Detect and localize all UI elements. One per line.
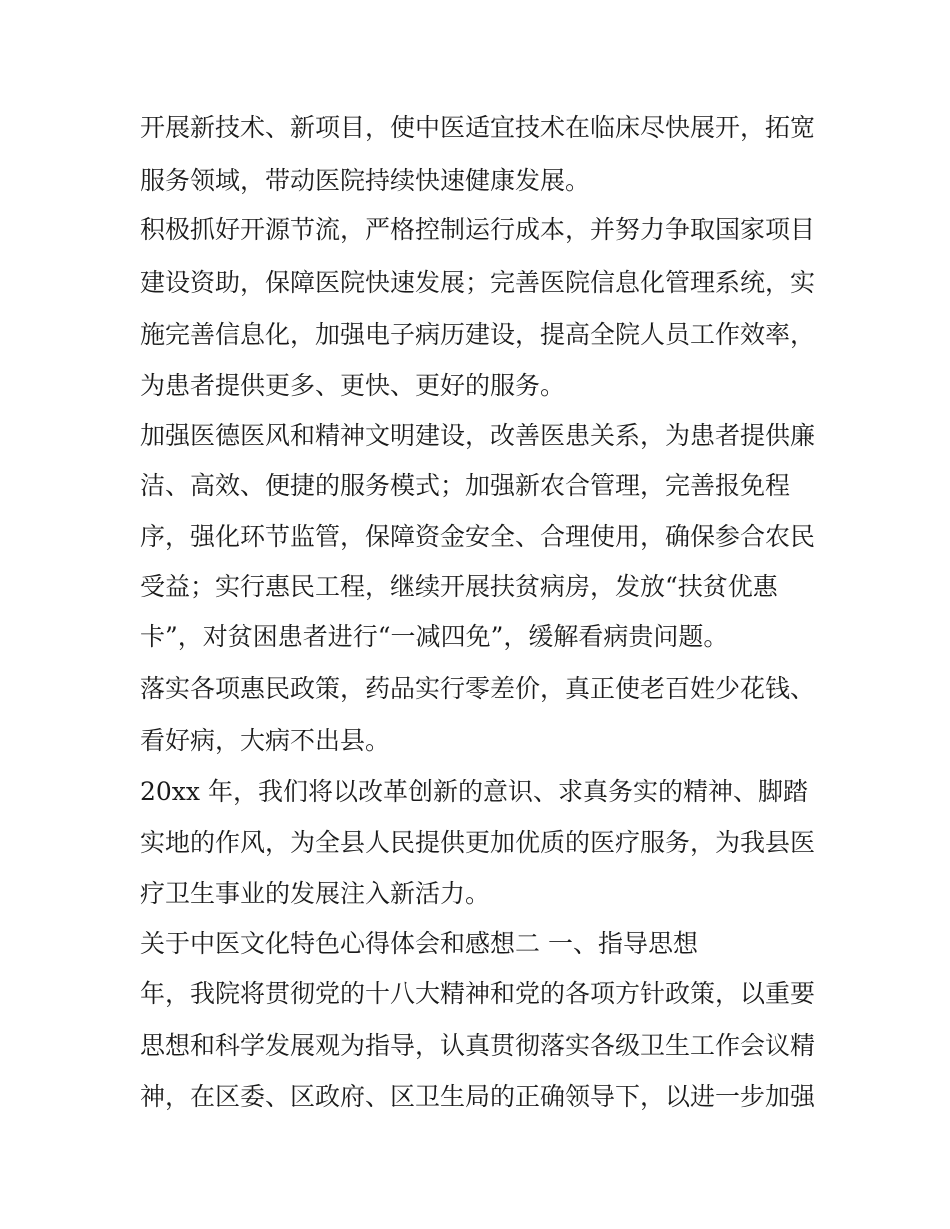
paragraph-line: 实地的作风，为全县人民提供更加优质的医疗服务，为我县医 bbox=[140, 828, 816, 857]
section-heading-line: 关于中医文化特色心得体会和感想二 一、指导思想 bbox=[140, 929, 698, 958]
paragraph-line: 积极抓好开源节流，严格控制运行成本，并努力争取国家项目 bbox=[140, 215, 816, 244]
paragraph-line: 加强医德医风和精神文明建设，改善医患关系，为患者提供廉 bbox=[140, 421, 816, 450]
paragraph-line: 卡”，对贫困患者进行“一减四免”，缓解看病贵问题。 bbox=[140, 622, 729, 651]
paragraph-line: 落实各项惠民政策，药品实行零差价，真正使老百姓少花钱、 bbox=[140, 674, 816, 703]
paragraph-line: 建设资助，保障医院快速发展；完善医院信息化管理系统，实 bbox=[140, 268, 816, 297]
paragraph-line: 服务领域，带动医院持续快速健康发展。 bbox=[140, 166, 591, 195]
paragraph-line: 20xx 年，我们将以改革创新的意识、求真务实的精神、脚踏 bbox=[140, 777, 808, 806]
paragraph-line: 年，我院将贯彻党的十八大精神和党的各项方针政策，以重要 bbox=[140, 979, 816, 1008]
paragraph-line: 开展新技术、新项目，使中医适宜技术在临床尽快展开，拓宽 bbox=[140, 113, 816, 142]
paragraph-line: 思想和科学发展观为指导，认真贯彻落实各级卫生工作会议精 bbox=[140, 1031, 816, 1060]
paragraph-line: 受益；实行惠民工程，继续开展扶贫病房，发放“扶贫优惠 bbox=[140, 572, 778, 601]
paragraph-line: 为患者提供更多、更快、更好的服务。 bbox=[140, 371, 566, 400]
paragraph-line: 看好病，大病不出县。 bbox=[140, 726, 391, 755]
paragraph-line: 施完善信息化，加强电子病历建设，提高全院人员工作效率， bbox=[140, 320, 816, 349]
paragraph-line: 洁、高效、便捷的服务模式；加强新农合管理，完善报免程 bbox=[140, 471, 791, 500]
paragraph-line: 神，在区委、区政府、区卫生局的正确领导下，以进一步加强 bbox=[140, 1082, 816, 1111]
paragraph-line: 疗卫生事业的发展注入新活力。 bbox=[140, 879, 491, 908]
paragraph-line: 序，强化环节监管，保障资金安全、合理使用，确保参合农民 bbox=[140, 522, 816, 551]
